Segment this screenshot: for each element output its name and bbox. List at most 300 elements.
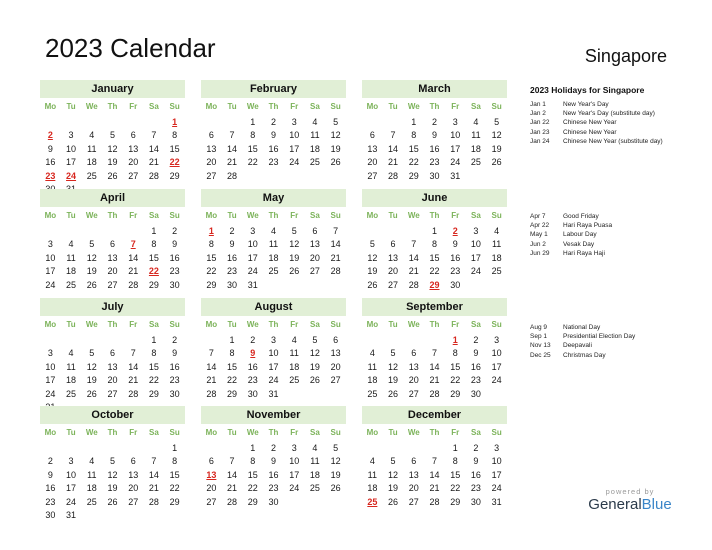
day-cell: 28: [227, 170, 238, 181]
day-cell: 1: [151, 226, 157, 236]
weekday-label: Fr: [290, 102, 299, 111]
weekday-label: We: [85, 320, 98, 329]
day-cell: 21: [330, 252, 341, 263]
weekday-label: Tu: [66, 320, 76, 329]
day-cell: 12: [107, 469, 118, 480]
day-cell: 26: [107, 496, 118, 507]
holiday-item: [530, 240, 700, 249]
day-cell: 15: [169, 469, 180, 480]
day-cell: 20: [107, 375, 118, 386]
day-cell: 21: [148, 483, 159, 494]
day-cell: 8: [250, 130, 256, 141]
day-cell: 30: [470, 388, 481, 399]
day-cell: 28: [128, 388, 139, 399]
day-cell: 3: [494, 443, 500, 453]
holiday-item: [530, 341, 700, 350]
weekday-label: Su: [169, 428, 180, 437]
day-cell: 30: [429, 170, 440, 181]
weekday-header: [40, 99, 185, 114]
weekday-header: [362, 99, 507, 114]
holiday-day-cell: 24: [66, 170, 77, 181]
holiday-item: [530, 221, 700, 230]
day-cell: 28: [148, 496, 159, 507]
day-cell: 1: [151, 335, 157, 345]
day-cell: 25: [86, 170, 97, 181]
weekday-label: Tu: [66, 102, 76, 111]
weekday-label: Tu: [388, 428, 398, 437]
day-cell: 2: [473, 335, 479, 345]
day-cell: 23: [429, 157, 440, 168]
day-cell: 9: [473, 456, 479, 467]
day-cell: 21: [429, 375, 440, 386]
day-cell: 5: [109, 456, 115, 467]
weekday-label: Fr: [290, 211, 299, 220]
day-cell: 7: [229, 130, 235, 141]
month-october: [40, 406, 185, 522]
weekday-header: [201, 99, 346, 114]
weekday-label: We: [246, 102, 259, 111]
day-cell: 3: [291, 117, 297, 127]
day-cell: 14: [128, 361, 139, 372]
month-name: May: [201, 189, 346, 207]
day-cell: 15: [450, 469, 461, 480]
day-cell: 20: [309, 252, 320, 263]
day-cell: 2: [172, 226, 178, 236]
day-cell: 7: [390, 130, 396, 141]
day-cell: 4: [89, 130, 95, 141]
weekday-label: Th: [429, 320, 440, 329]
day-cell: 16: [45, 157, 56, 168]
day-cell: 29: [148, 388, 159, 399]
holiday-list-q3: [530, 323, 700, 360]
weekday-label: Tu: [388, 211, 398, 220]
day-cell: 11: [491, 239, 502, 250]
weekday-label: Sa: [310, 320, 320, 329]
day-cell: 24: [289, 483, 300, 494]
day-cell: 15: [227, 361, 238, 372]
weekday-label: We: [85, 102, 98, 111]
day-cell: 9: [270, 456, 276, 467]
day-cell: 17: [45, 375, 56, 386]
day-cell: 30: [450, 279, 461, 290]
day-cell: 3: [494, 335, 500, 345]
day-cell: 29: [169, 170, 180, 181]
day-cell: 8: [151, 239, 157, 250]
empty-cell: [383, 225, 404, 238]
day-cell: 20: [128, 483, 139, 494]
day-cell: 20: [408, 483, 419, 494]
day-cell: 13: [309, 239, 320, 250]
day-cell: 2: [250, 335, 256, 345]
empty-cell: [81, 116, 102, 129]
empty-cell: [61, 225, 82, 238]
page-title: 2023 Calendar: [45, 33, 216, 63]
month-june: [362, 189, 507, 292]
day-cell: 22: [450, 483, 461, 494]
day-cell: 22: [247, 483, 258, 494]
day-cell: 27: [388, 279, 399, 290]
day-cell: 24: [247, 266, 258, 277]
empty-cell: [222, 442, 243, 455]
day-cell: 16: [470, 361, 481, 372]
empty-cell: [403, 442, 424, 455]
month-july: [40, 298, 185, 414]
day-cell: 11: [367, 469, 378, 480]
weekday-label: Tu: [227, 211, 237, 220]
day-cell: 7: [229, 456, 235, 467]
holiday-items: [530, 100, 700, 146]
weekday-label: Sa: [149, 428, 159, 437]
day-cell: 19: [86, 375, 97, 386]
month-may: [201, 189, 346, 292]
day-cell: 11: [87, 143, 97, 154]
day-cell: 21: [388, 157, 399, 168]
day-cell: 5: [390, 456, 396, 467]
day-cell: 13: [388, 252, 399, 263]
day-grid: [201, 442, 346, 509]
empty-cell: [362, 225, 383, 238]
day-cell: 29: [450, 496, 461, 507]
day-cell: 9: [172, 239, 178, 250]
weekday-label: Mo: [205, 102, 218, 111]
weekday-label: Fr: [129, 320, 138, 329]
day-cell: 10: [45, 252, 56, 263]
holiday-item: [530, 109, 700, 118]
empty-cell: [362, 334, 383, 347]
month-name: March: [362, 80, 507, 98]
day-cell: 6: [130, 130, 136, 141]
day-cell: 3: [270, 335, 276, 345]
day-cell: 8: [250, 456, 256, 467]
weekday-header: [201, 317, 346, 332]
day-cell: 19: [367, 266, 378, 277]
day-cell: 9: [47, 469, 53, 480]
weekday-label: Sa: [149, 320, 159, 329]
day-cell: 20: [206, 157, 217, 168]
day-cell: 25: [86, 496, 97, 507]
day-cell: 3: [452, 117, 458, 127]
day-cell: 26: [309, 375, 320, 386]
weekday-label: Tu: [66, 211, 76, 220]
day-cell: 2: [270, 443, 276, 453]
weekday-label: We: [246, 211, 259, 220]
holiday-day-cell: 1: [172, 117, 178, 127]
day-cell: 7: [130, 348, 136, 359]
holiday-day-cell: 23: [45, 170, 56, 181]
month-name: June: [362, 189, 507, 207]
day-cell: 30: [268, 496, 279, 507]
day-cell: 19: [388, 375, 399, 386]
day-cell: 27: [107, 279, 118, 290]
day-cell: 18: [309, 469, 320, 480]
empty-cell: [123, 116, 144, 129]
month-march: [362, 80, 507, 183]
day-cell: 14: [429, 469, 440, 480]
holiday-name: Presidential Election Day: [563, 333, 636, 341]
day-cell: 22: [206, 266, 217, 277]
month-name: October: [40, 406, 185, 424]
month-name: April: [40, 189, 185, 207]
day-cell: 10: [66, 469, 77, 480]
day-cell: 15: [148, 361, 159, 372]
day-cell: 7: [151, 456, 157, 467]
day-cell: 26: [86, 388, 97, 399]
weekday-label: Su: [169, 211, 180, 220]
empty-cell: [61, 442, 82, 455]
day-cell: 23: [169, 375, 180, 386]
weekday-label: Mo: [205, 320, 218, 329]
day-cell: 6: [411, 348, 417, 359]
day-cell: 24: [491, 483, 502, 494]
weekday-label: Su: [330, 211, 341, 220]
day-cell: 21: [227, 157, 238, 168]
day-cell: 3: [47, 239, 53, 250]
holiday-item: [530, 323, 700, 332]
day-cell: 1: [172, 443, 178, 453]
day-cell: 3: [473, 226, 479, 236]
holiday-item: [530, 230, 700, 239]
weekday-header: [40, 208, 185, 223]
weekday-label: We: [407, 102, 420, 111]
holiday-day-cell: 9: [250, 348, 256, 359]
weekday-label: We: [85, 428, 98, 437]
day-cell: 21: [429, 483, 440, 494]
day-cell: 27: [367, 170, 378, 181]
day-cell: 26: [107, 170, 118, 181]
holiday-day-cell: 2: [47, 130, 53, 141]
day-cell: 10: [66, 143, 77, 154]
day-cell: 19: [107, 483, 118, 494]
day-cell: 8: [452, 456, 458, 467]
weekday-label: Th: [268, 428, 279, 437]
weekday-label: Su: [169, 102, 180, 111]
day-cell: 13: [107, 361, 118, 372]
day-cell: 16: [470, 469, 481, 480]
day-cell: 30: [45, 509, 56, 520]
empty-cell: [383, 442, 404, 455]
month-april: [40, 189, 185, 292]
weekday-header: [201, 208, 346, 223]
holiday-name: New Year's Day: [563, 101, 609, 108]
empty-cell: [81, 442, 102, 455]
day-cell: 15: [429, 252, 440, 263]
day-cell: 2: [473, 443, 479, 453]
day-cell: 17: [268, 361, 279, 372]
empty-cell: [40, 442, 61, 455]
holiday-date: May 1: [530, 231, 548, 239]
weekday-header: [40, 317, 185, 332]
day-cell: 27: [330, 375, 341, 386]
day-cell: 5: [333, 443, 339, 453]
day-cell: 13: [107, 252, 118, 263]
day-grid: [362, 442, 507, 509]
day-cell: 11: [310, 130, 320, 141]
day-cell: 25: [309, 157, 320, 168]
holiday-item: [530, 100, 700, 109]
empty-cell: [403, 225, 424, 238]
holiday-date: Apr 7: [530, 213, 546, 220]
day-cell: 1: [229, 335, 235, 345]
day-cell: 13: [330, 348, 341, 359]
holiday-item: [530, 137, 700, 146]
day-cell: 28: [330, 266, 341, 277]
holiday-date: Jan 22: [530, 119, 550, 127]
day-cell: 10: [289, 456, 300, 467]
day-cell: 6: [208, 130, 214, 141]
day-cell: 6: [411, 456, 417, 467]
weekday-label: Th: [268, 211, 279, 220]
day-cell: 3: [68, 130, 74, 141]
day-cell: 25: [491, 266, 502, 277]
day-cell: 2: [47, 456, 53, 467]
day-cell: 29: [408, 170, 419, 181]
holiday-name: Labour Day: [563, 231, 597, 239]
day-cell: 20: [107, 266, 118, 277]
weekday-label: Sa: [149, 211, 159, 220]
day-cell: 24: [45, 388, 56, 399]
holiday-date: Dec 25: [530, 351, 551, 359]
month-name: December: [362, 406, 507, 424]
day-cell: 29: [169, 496, 180, 507]
day-cell: 10: [470, 239, 481, 250]
weekday-label: Su: [330, 320, 341, 329]
day-cell: 4: [68, 348, 74, 359]
day-cell: 5: [89, 348, 95, 359]
day-cell: 5: [312, 335, 318, 345]
day-cell: 18: [66, 375, 77, 386]
day-cell: 1: [250, 117, 256, 127]
holiday-name: Good Friday: [563, 213, 599, 220]
day-cell: 25: [289, 375, 300, 386]
day-cell: 3: [250, 226, 256, 236]
holiday-item: [530, 128, 700, 137]
day-cell: 30: [247, 388, 258, 399]
holiday-item: [530, 332, 700, 341]
weekday-label: Su: [491, 211, 502, 220]
weekday-label: Th: [429, 428, 440, 437]
day-cell: 25: [367, 388, 378, 399]
day-cell: 22: [429, 266, 440, 277]
day-cell: 16: [268, 143, 279, 154]
day-cell: 6: [312, 226, 318, 236]
empty-cell: [40, 225, 61, 238]
day-cell: 23: [470, 375, 481, 386]
day-grid: [40, 225, 185, 292]
month-january: [40, 80, 185, 196]
day-cell: 17: [450, 143, 461, 154]
day-cell: 16: [45, 483, 56, 494]
weekday-label: Fr: [451, 211, 460, 220]
empty-cell: [123, 334, 144, 347]
day-cell: 27: [206, 496, 217, 507]
weekday-label: Fr: [129, 428, 138, 437]
weekday-label: Mo: [44, 320, 57, 329]
weekday-header: [201, 425, 346, 440]
day-cell: 12: [388, 469, 399, 480]
day-cell: 21: [128, 266, 139, 277]
day-cell: 22: [169, 483, 180, 494]
day-cell: 19: [289, 252, 300, 263]
day-cell: 2: [270, 117, 276, 127]
month-november: [201, 406, 346, 509]
weekday-label: Su: [491, 428, 502, 437]
day-grid: [362, 334, 507, 401]
month-name: February: [201, 80, 346, 98]
weekday-label: Th: [107, 211, 118, 220]
weekday-label: Mo: [205, 211, 218, 220]
day-cell: 18: [66, 266, 77, 277]
day-cell: 16: [450, 252, 461, 263]
day-cell: 22: [148, 375, 159, 386]
day-cell: 10: [450, 130, 461, 141]
empty-cell: [144, 116, 165, 129]
holiday-list-q2: [530, 212, 700, 258]
day-cell: 14: [330, 239, 341, 250]
day-cell: 30: [227, 279, 238, 290]
empty-cell: [102, 334, 123, 347]
day-cell: 10: [491, 348, 502, 359]
weekday-label: Fr: [451, 320, 460, 329]
empty-cell: [123, 442, 144, 455]
day-cell: 14: [148, 469, 159, 480]
day-cell: 26: [388, 496, 399, 507]
weekday-label: Th: [429, 102, 440, 111]
day-cell: 3: [68, 456, 74, 467]
day-cell: 16: [429, 143, 440, 154]
weekday-label: Mo: [366, 102, 379, 111]
holiday-day-cell: 2: [452, 226, 458, 236]
day-grid: [40, 334, 185, 414]
holiday-items: [530, 212, 700, 258]
day-cell: 24: [289, 157, 300, 168]
day-cell: 5: [109, 130, 115, 141]
day-cell: 10: [289, 130, 300, 141]
day-cell: 20: [206, 483, 217, 494]
empty-cell: [102, 225, 123, 238]
day-cell: 12: [491, 130, 502, 141]
holiday-list-title: 2023 Holidays for Singapore: [530, 85, 645, 95]
day-cell: 4: [291, 335, 297, 345]
weekday-label: Tu: [388, 320, 398, 329]
holiday-date: Jan 23: [530, 128, 550, 136]
weekday-label: Sa: [471, 102, 481, 111]
day-cell: 7: [333, 226, 339, 236]
weekday-label: Mo: [205, 428, 218, 437]
day-cell: 19: [491, 143, 502, 154]
day-cell: 14: [429, 361, 440, 372]
day-cell: 8: [151, 348, 157, 359]
day-cell: 12: [388, 361, 399, 372]
month-december: [362, 406, 507, 509]
month-name: January: [40, 80, 185, 98]
holiday-name: Hari Raya Haji: [563, 249, 605, 257]
day-cell: 9: [47, 143, 53, 154]
empty-cell: [40, 334, 61, 347]
day-cell: 17: [45, 266, 56, 277]
day-cell: 15: [450, 361, 461, 372]
weekday-label: Mo: [366, 320, 379, 329]
day-cell: 10: [491, 456, 502, 467]
holiday-date: Aug 9: [530, 324, 547, 331]
day-cell: 21: [408, 266, 419, 277]
weekday-label: Mo: [44, 428, 57, 437]
day-cell: 13: [408, 469, 419, 480]
day-cell: 14: [206, 361, 217, 372]
day-cell: 12: [86, 252, 97, 263]
day-cell: 7: [151, 130, 157, 141]
day-cell: 1: [411, 117, 417, 127]
day-cell: 27: [128, 170, 139, 181]
